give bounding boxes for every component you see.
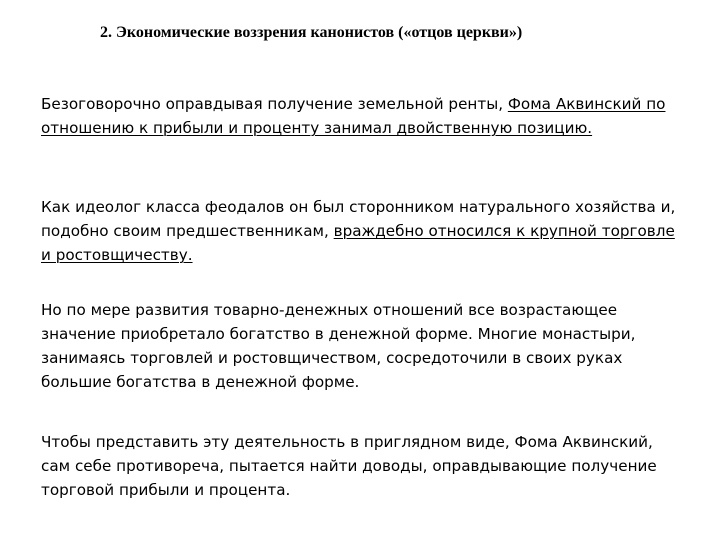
paragraph-1-text: Безоговорочно оправдывая получение земельной ренты, <box>41 95 508 113</box>
paragraph-2-underlined-text: враждебно относился к крупной торговле и ростовщичеству. <box>41 222 675 264</box>
paragraph-4 <box>41 430 681 502</box>
paragraph-2-text: Как идеолог класса феодалов он был сторонником натурального хозяйства и, подобно своим предшественникам, <box>41 198 676 240</box>
paragraph-2 <box>41 195 681 267</box>
paragraph-4-text: Чтобы представить эту деятельность в приглядном виде, Фома Аквинский, сам себе противореча, пытается найти доводы, оправдывающие получение торговой прибыли и процента. <box>41 433 657 499</box>
paragraph-1-underlined-text: Фома Аквинский по отношению к прибыли и проценту занимал двойственную позицию. <box>41 95 666 137</box>
paragraph-3 <box>41 298 681 394</box>
paragraph-1 <box>41 92 681 140</box>
paragraph-3-text: Но по мере развития товарно-денежных отношений все возрастающее значение приобретало богатство в денежной форме. Многие монастыри, занимаясь торговлей и ростовщичеством, сосредоточили в своих руках большие богатства в денежной форме. <box>41 301 636 391</box>
slide-title: 2. Экономические воззрения канонистов («отцов церкви») <box>100 24 523 41</box>
